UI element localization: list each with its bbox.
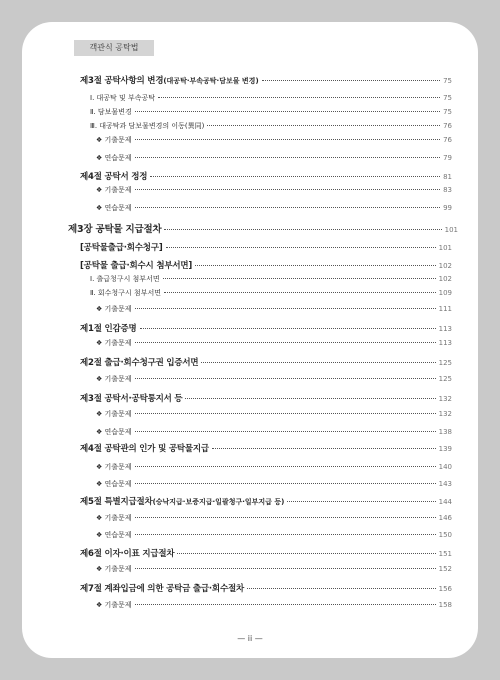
toc-entry-page: 158	[438, 601, 452, 609]
toc-entry-title: Ⅰ. 출급청구시 첨부서면	[90, 275, 160, 283]
dot-leader	[287, 501, 435, 502]
toc-entry-title: 제3절 공탁사항의 변경	[80, 76, 164, 86]
toc-entry	[22, 442, 478, 454]
toc-entry-subtitle: (대공탁·부속공탁·담보물 변경)	[163, 77, 259, 85]
dot-leader	[164, 292, 436, 293]
dot-leader	[150, 176, 440, 177]
toc-entry	[22, 530, 478, 540]
dot-leader	[135, 378, 436, 379]
toc-entry	[22, 600, 478, 610]
toc-entry-title: ❖ 기출문제	[96, 565, 132, 573]
dot-leader	[163, 278, 436, 279]
toc-entry	[22, 495, 478, 507]
toc-entry-page: 125	[438, 359, 452, 367]
dot-leader	[212, 448, 436, 449]
document-page	[22, 22, 478, 658]
toc-entry	[22, 107, 478, 117]
dot-leader	[135, 207, 441, 208]
toc-entry-page: 125	[438, 375, 452, 383]
dot-leader	[135, 157, 441, 158]
toc-entry-page: 99	[443, 204, 452, 212]
toc-entry	[22, 513, 478, 523]
dot-leader	[135, 308, 436, 309]
dot-leader	[166, 247, 436, 248]
toc-entry-title: 제4절 공탁관의 인가 및 공탁물지급	[80, 444, 209, 454]
toc-entry	[22, 121, 478, 131]
toc-entry-title: 제3절 공탁서·공탁통지서 등	[80, 394, 183, 404]
toc-entry-page: 81	[443, 173, 452, 181]
toc-entry-page: 138	[438, 428, 452, 436]
toc-entry-title: 제3장 공탁물 지급절차	[68, 224, 162, 235]
toc-entry-title: ❖ 연습문제	[96, 428, 132, 436]
toc-entry	[22, 259, 478, 271]
toc-entry	[22, 185, 478, 195]
toc-entry-page: 144	[438, 498, 452, 506]
dot-leader	[140, 328, 436, 329]
toc-entry	[22, 304, 478, 314]
toc-entry-page: 75	[443, 77, 452, 85]
toc-entry-page: 76	[443, 122, 452, 130]
toc-entry	[22, 74, 478, 86]
toc-entry	[22, 221, 478, 235]
toc-entry-title: ❖ 기출문제	[96, 136, 132, 144]
toc-entry-title: ❖ 연습문제	[96, 154, 132, 162]
toc-entry-title: ❖ 기출문제	[96, 410, 132, 418]
dot-leader	[185, 398, 435, 399]
toc-entry-title: Ⅲ. 대공탁과 담보물변경의 이동(異同)	[90, 122, 205, 130]
page-number: — ii —	[237, 634, 263, 643]
toc-entry-title: [공탁물 출급·회수시 첨부서면]	[80, 261, 193, 271]
dot-leader	[195, 265, 436, 266]
dot-leader	[135, 431, 436, 432]
toc-entry-page: 83	[443, 186, 452, 194]
toc-entry-title: ❖ 기출문제	[96, 463, 132, 471]
toc-entry-page: 109	[438, 289, 452, 297]
toc-entry-title: ❖ 기출문제	[96, 186, 132, 194]
toc-entry	[22, 479, 478, 489]
dot-leader	[158, 97, 440, 98]
toc-entry-page: 143	[438, 480, 452, 488]
toc-entry	[22, 288, 478, 298]
toc-entry-page: 113	[438, 325, 452, 333]
toc-entry-title: Ⅱ. 회수청구시 첨부서면	[90, 289, 161, 297]
toc-entry-title: 제4절 공탁서 정정	[80, 172, 148, 182]
toc-entry	[22, 170, 478, 182]
dot-leader	[135, 483, 436, 484]
toc-entry-page: 75	[443, 108, 452, 116]
toc-entry	[22, 241, 478, 253]
toc-entry-title: Ⅱ. 담보물변경	[90, 108, 132, 116]
dot-leader	[135, 342, 436, 343]
toc-entry-page: 139	[438, 445, 452, 453]
toc-entry	[22, 338, 478, 348]
toc-entry-title: ❖ 기출문제	[96, 601, 132, 609]
toc-entry	[22, 427, 478, 437]
toc-entry-title: 제5절 특별지급절차	[80, 497, 153, 507]
toc-entry-title: ❖ 연습문제	[96, 531, 132, 539]
toc-entry	[22, 582, 478, 594]
toc-entry-title: 제2절 출급·회수청구권 입증서면	[80, 358, 199, 368]
toc-entry	[22, 93, 478, 103]
dot-leader	[164, 229, 441, 230]
toc-entry-title: 제7절 계좌입금에 의한 공탁금 출급·회수절차	[80, 584, 244, 594]
dot-leader	[207, 125, 440, 126]
dot-leader	[177, 553, 435, 554]
toc-entry-page: 102	[438, 262, 452, 270]
dot-leader	[201, 362, 435, 363]
toc-entry-page: 151	[438, 550, 452, 558]
dot-leader	[135, 604, 436, 605]
dot-leader	[135, 139, 441, 140]
dot-leader	[135, 466, 436, 467]
toc-entry-page: 132	[438, 410, 452, 418]
toc-entry-page: 146	[438, 514, 452, 522]
dot-leader	[247, 588, 436, 589]
header-label: 객관식 공탁법	[74, 40, 154, 56]
dot-leader	[135, 534, 436, 535]
toc-entry-page: 79	[443, 154, 452, 162]
toc-entry	[22, 547, 478, 559]
toc-entry-page: 111	[438, 305, 452, 313]
dot-leader	[135, 189, 441, 190]
toc-entry-page: 76	[443, 136, 452, 144]
toc-entry	[22, 392, 478, 404]
table-of-contents	[22, 22, 478, 658]
toc-entry	[22, 274, 478, 284]
toc-entry-page: 113	[438, 339, 452, 347]
toc-entry-title: ❖ 기출문제	[96, 305, 132, 313]
toc-entry-page: 102	[438, 275, 452, 283]
toc-entry	[22, 564, 478, 574]
toc-entry-page: 150	[438, 531, 452, 539]
toc-entry-title: 제1절 인감증명	[80, 324, 137, 334]
toc-entry	[22, 356, 478, 368]
toc-entry-subtitle: (승낙지급·보증지급·일괄청구·일부지급 등)	[152, 498, 285, 506]
dot-leader	[135, 111, 440, 112]
dot-leader	[262, 80, 440, 81]
toc-entry-page: 75	[443, 94, 452, 102]
dot-leader	[135, 568, 436, 569]
toc-entry	[22, 374, 478, 384]
toc-entry	[22, 462, 478, 472]
toc-entry-title: ❖ 기출문제	[96, 339, 132, 347]
toc-entry-page: 101	[444, 226, 458, 234]
toc-entry	[22, 153, 478, 163]
toc-entry-page: 152	[438, 565, 452, 573]
toc-entry-title: [공탁물출급·회수청구]	[80, 243, 163, 253]
toc-entry-title: ❖ 연습문제	[96, 480, 132, 488]
dot-leader	[135, 413, 436, 414]
toc-entry-page: 156	[438, 585, 452, 593]
toc-entry-title: ❖ 기출문제	[96, 375, 132, 383]
toc-entry-title: ❖ 기출문제	[96, 514, 132, 522]
toc-entry-title: 제6절 이자·이표 지급절차	[80, 549, 175, 559]
toc-entry-page: 132	[438, 395, 452, 403]
toc-entry-page: 101	[438, 244, 452, 252]
toc-entry	[22, 135, 478, 145]
toc-entry-page: 140	[438, 463, 452, 471]
toc-entry	[22, 409, 478, 419]
toc-entry	[22, 322, 478, 334]
toc-entry-title: ❖ 연습문제	[96, 204, 132, 212]
dot-leader	[135, 517, 436, 518]
toc-entry-title: Ⅰ. 대공탁 및 부속공탁	[90, 94, 156, 102]
toc-entry	[22, 203, 478, 213]
